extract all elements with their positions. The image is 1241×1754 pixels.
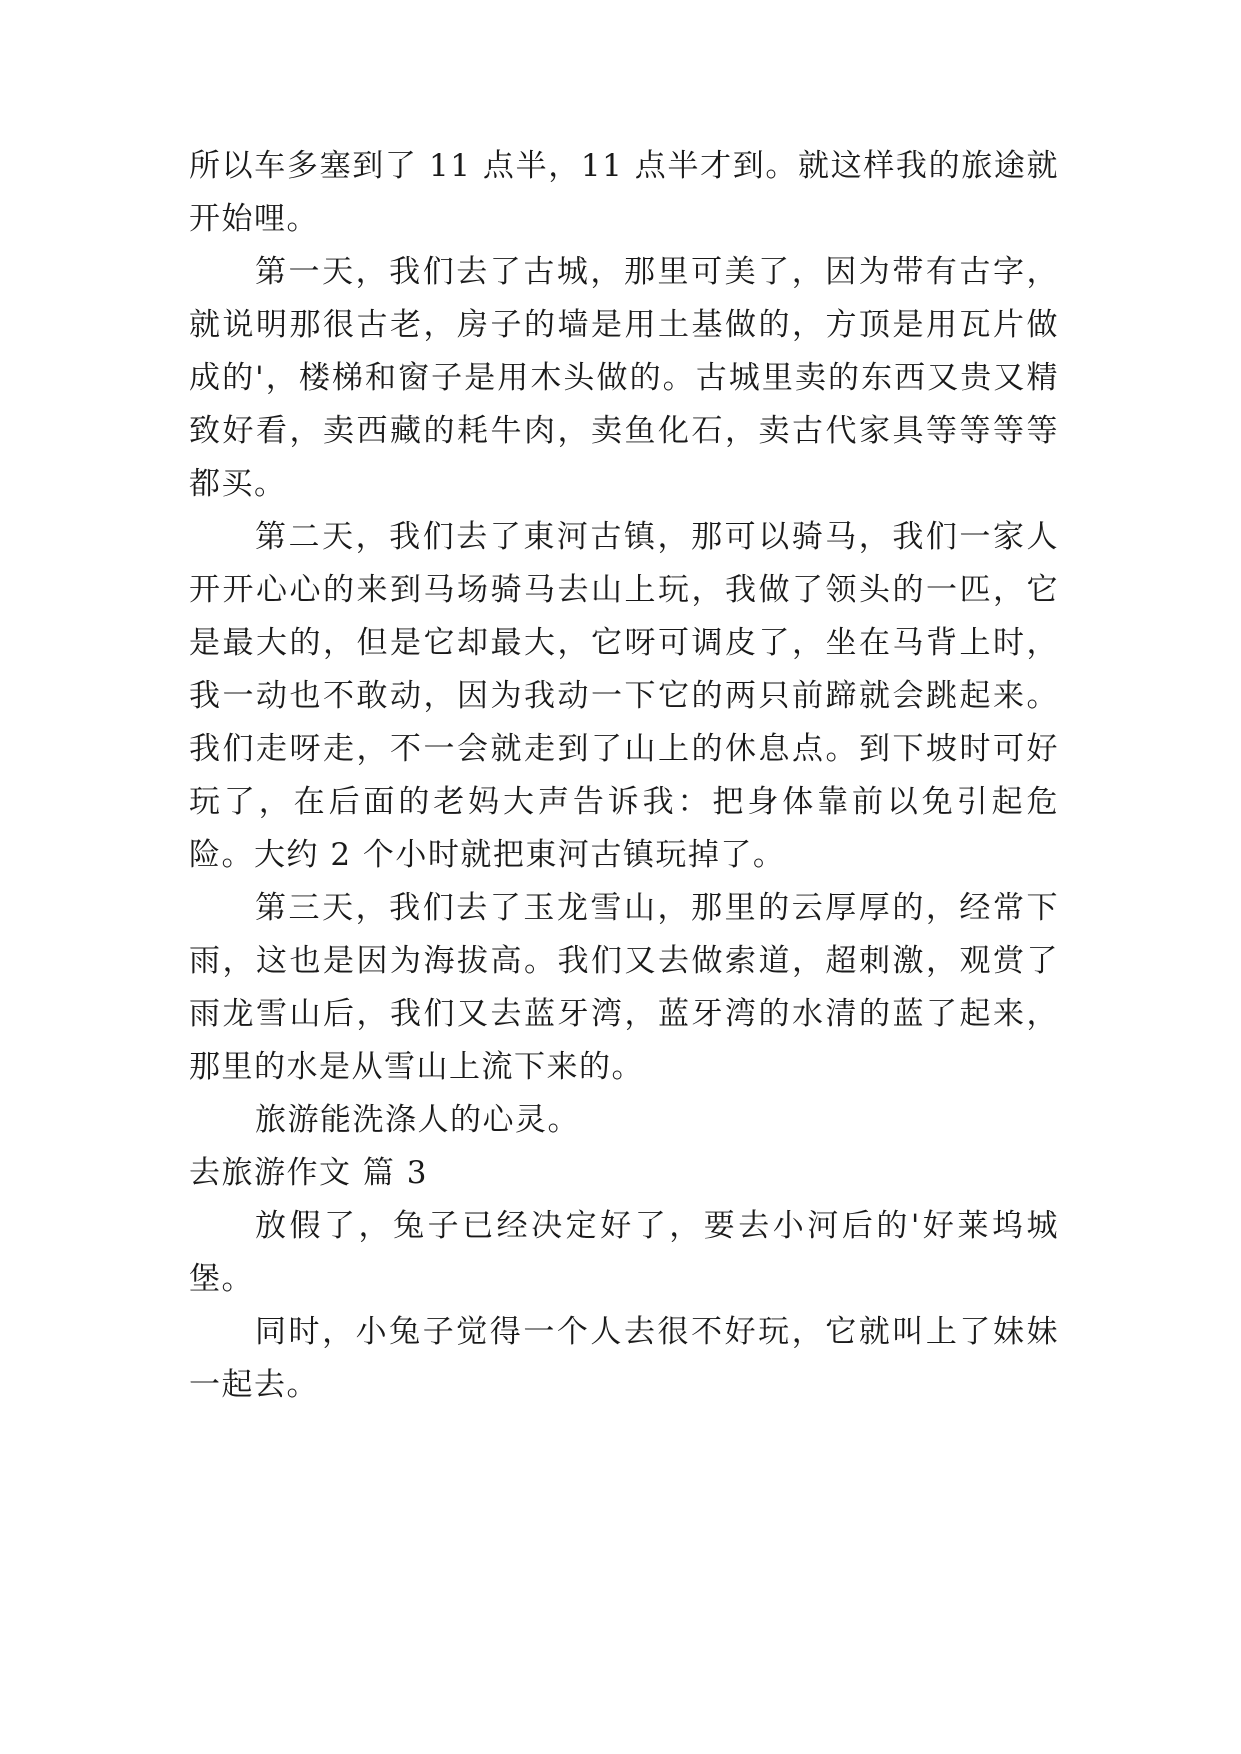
paragraph-holiday: 放假了，兔子已经决定好了，要去小河后的'好莱坞城堡。 [189,1208,1059,1297]
paragraph-day-two: 第二天，我们去了東河古镇，那可以骑马，我们一家人开开心心的来到马场骑马去山上玩，我做了领头的一匹，它是最大的，但是它却最大，它呀可调皮了，坐在马背上时，我一动也不敢动，因为我动一下它的两只前蹄就会跳起来。我们走呀走，不一会就走到了山上的休息点。到下坡时可好玩了，在后面的老妈大声告诉我：把身体靠前以免引起危险。大约 2 个小时就把東河古镇玩掉了。 [189,519,1059,873]
paragraph-conclusion: 旅游能洗涤人的心灵。 [255,1102,580,1138]
paragraph-day-one: 第一天，我们去了古城，那里可美了，因为带有古字，就说明那很古老，房子的墙是用土基做的，方顶是用瓦片做成的'，楼梯和窗子是用木头做的。古城里卖的东西又贵又精致好看，卖西藏的耗牛肉，卖鱼化石，卖古代家具等等等等都买。 [189,254,1059,502]
document-body [189,140,1059,1412]
section-heading: 去旅游作文 篇 3 [189,1155,428,1191]
paragraph-continuation: 所以车多塞到了 11 点半，11 点半才到。就这样我的旅途就开始哩。 [189,148,1059,237]
paragraph-day-three: 第三天，我们去了玉龙雪山，那里的云厚厚的，经常下雨，这也是因为海拔高。我们又去做索道，超刺激，观赏了雨龙雪山后，我们又去蓝牙湾，蓝牙湾的水清的蓝了起来，那里的水是从雪山上流下来的。 [189,890,1059,1085]
paragraph-sister: 同时，小兔子觉得一个人去很不好玩，它就叫上了妹妹一起去。 [189,1314,1059,1403]
